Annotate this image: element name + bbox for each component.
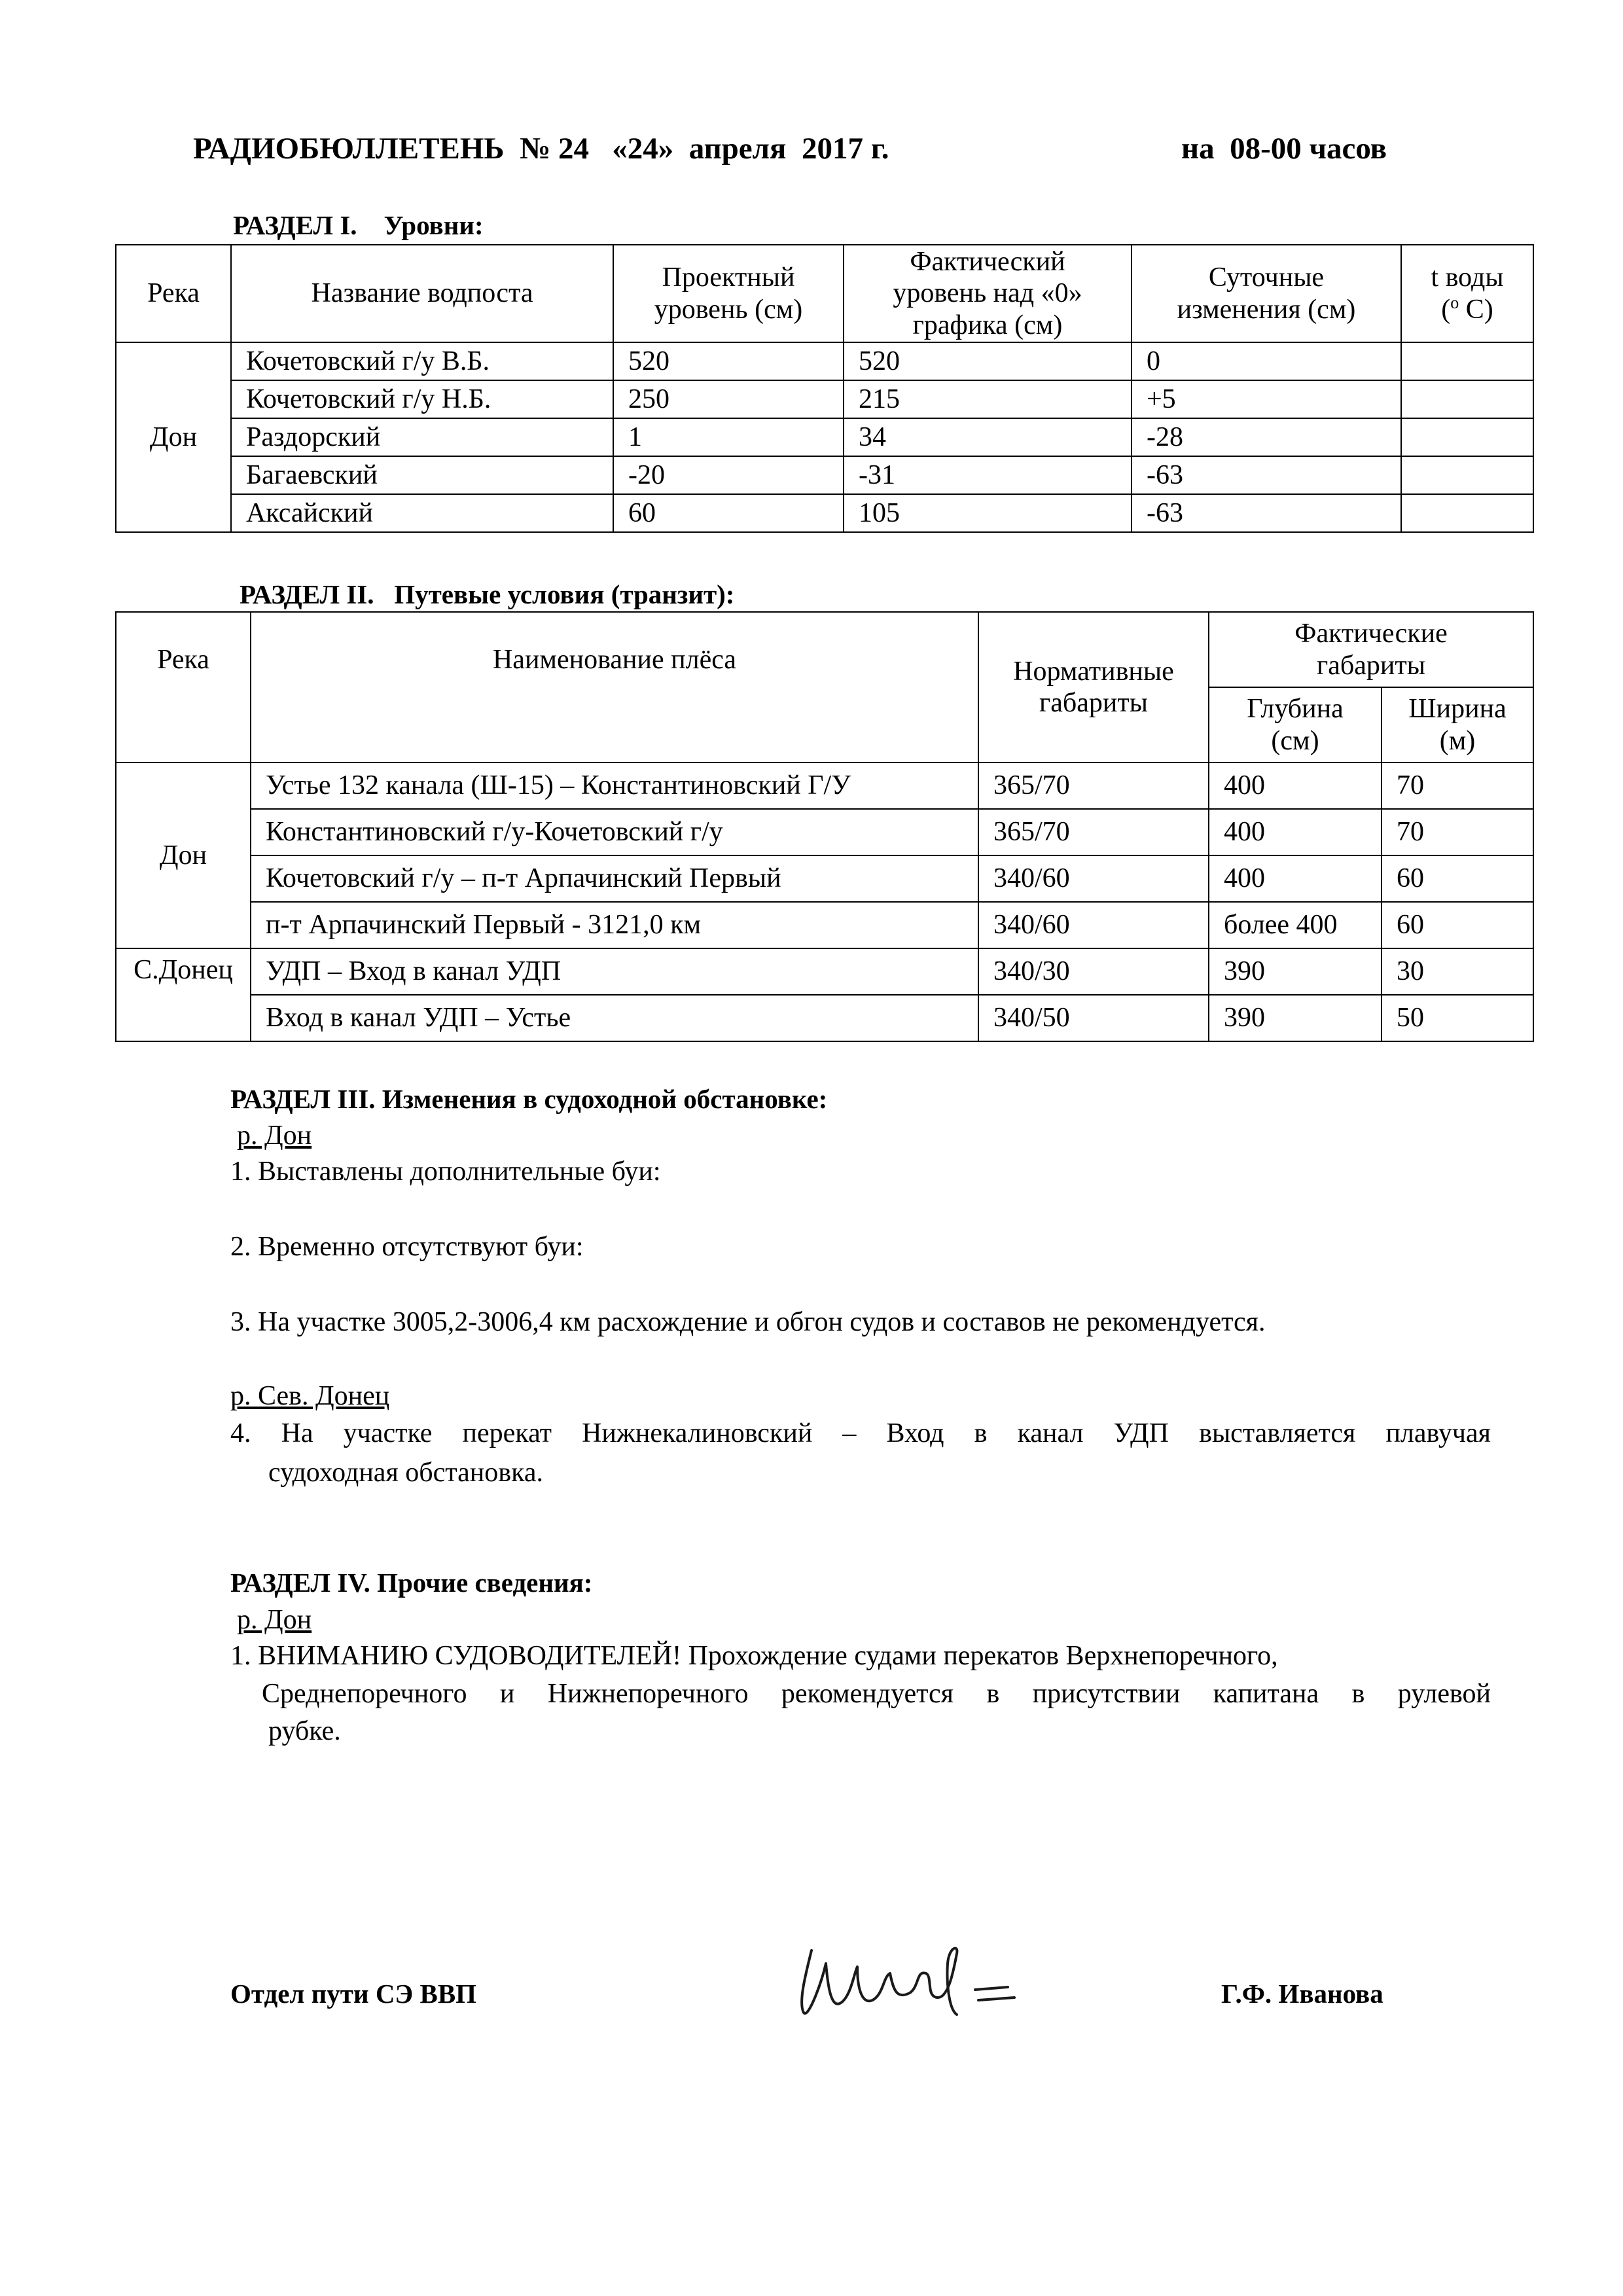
table-row <box>116 902 1533 948</box>
levels-header-row <box>116 245 1533 342</box>
river-don-label: р. Дон <box>237 1121 312 1151</box>
design-cell: 250 <box>613 380 844 418</box>
temp-cell <box>1401 380 1533 418</box>
section3-heading: РАЗДЕЛ III. Изменения в судоходной обстановке: <box>230 1084 828 1114</box>
design-cell: 1 <box>613 418 844 456</box>
col-width: Ширина (м) <box>1382 687 1533 762</box>
section3-item-4-line-2: судоходная обстановка. <box>268 1458 543 1488</box>
section1-heading: РАЗДЕЛ I. Уровни: <box>233 210 484 240</box>
department-name: Отдел пути СЭ ВВП <box>230 1979 477 2009</box>
col-reach: Наименование плёса <box>251 612 978 762</box>
col-depth: Глубина (см) <box>1209 687 1382 762</box>
table-row <box>116 855 1533 902</box>
reach-cell: Вход в канал УДП – Устье <box>251 995 978 1041</box>
section4-heading: РАЗДЕЛ IV. Прочие сведения: <box>230 1568 593 1598</box>
design-cell: 60 <box>613 494 844 532</box>
col-daily-change: Суточные изменения (см) <box>1132 245 1401 342</box>
reach-cell: Кочетовский г/у – п-т Арпачинский Первый <box>251 855 978 902</box>
river-cell: Дон <box>116 762 251 948</box>
col-actual-dimensions: Фактические габариты <box>1209 612 1533 687</box>
station-cell: Багаевский <box>231 456 613 494</box>
norm-cell: 340/30 <box>978 948 1209 995</box>
change-cell: -63 <box>1132 494 1401 532</box>
river-cell: Дон <box>116 342 231 532</box>
table-row <box>116 494 1533 532</box>
transit-header-row-1 <box>116 612 1533 687</box>
handwritten-signature <box>785 1937 1034 2022</box>
col-river: Река <box>116 245 231 342</box>
change-cell: -63 <box>1132 456 1401 494</box>
signer-name: Г.Ф. Иванова <box>1221 1979 1383 2009</box>
station-cell: Раздорский <box>231 418 613 456</box>
bulletin-time: на 08-00 часов <box>1181 132 1387 166</box>
col-actual-level: Фактический уровень над «0» графика (см) <box>844 245 1132 342</box>
actual-cell: 215 <box>844 380 1132 418</box>
actual-cell: 520 <box>844 342 1132 380</box>
width-cell: 60 <box>1382 902 1533 948</box>
design-cell: 520 <box>613 342 844 380</box>
change-cell: +5 <box>1132 380 1401 418</box>
section4-item-1-line-1: 1. ВНИМАНИЮ СУДОВОДИТЕЛЕЙ! Прохождение судами перекатов Верхнепоречного, <box>230 1641 1278 1671</box>
section3-item-2: 2. Временно отсутствуют буи: <box>230 1232 584 1262</box>
temp-cell <box>1401 342 1533 380</box>
width-cell: 60 <box>1382 855 1533 902</box>
reach-cell: Устье 132 канала (Ш-15) – Константиновский Г/У <box>251 762 978 809</box>
table-row <box>116 418 1533 456</box>
col-design-level: Проектный уровень (см) <box>613 245 844 342</box>
table-row <box>116 456 1533 494</box>
norm-cell: 340/50 <box>978 995 1209 1041</box>
col-water-temp: t воды ($^o$ C) <box>1401 245 1533 342</box>
actual-cell: 34 <box>844 418 1132 456</box>
actual-cell: 105 <box>844 494 1132 532</box>
reach-cell: Константиновский г/у-Кочетовский г/у <box>251 809 978 855</box>
section3-item-4-line-1: 4. На участке перекат Нижнекалиновский – Вход в канал УДП выставляется плавучая <box>230 1418 1491 1448</box>
design-cell: -20 <box>613 456 844 494</box>
table-row <box>116 342 1533 380</box>
depth-cell: 400 <box>1209 855 1382 902</box>
table-row <box>116 995 1533 1041</box>
col-norm-dimensions: Нормативные габариты <box>978 612 1209 762</box>
section3-item-1: 1. Выставлены дополнительные буи: <box>230 1157 661 1187</box>
station-cell: Аксайский <box>231 494 613 532</box>
levels-table <box>115 244 1534 533</box>
section4-item-1-line-2: Среднепоречного и Нижнепоречного рекомендуется в присутствии капитана в рулевой <box>262 1679 1491 1709</box>
temp-cell <box>1401 494 1533 532</box>
change-cell: -28 <box>1132 418 1401 456</box>
river-don-label-2: р. Дон <box>237 1605 312 1635</box>
width-cell: 70 <box>1382 762 1533 809</box>
width-cell: 50 <box>1382 995 1533 1041</box>
depth-cell: 390 <box>1209 995 1382 1041</box>
table-row <box>116 762 1533 809</box>
norm-cell: 365/70 <box>978 762 1209 809</box>
reach-cell: п-т Арпачинский Первый - 3121,0 км <box>251 902 978 948</box>
station-cell: Кочетовский г/у Н.Б. <box>231 380 613 418</box>
table-row <box>116 380 1533 418</box>
section3-item-3: 3. На участке 3005,2-3006,4 км расхождение и обгон судов и составов не рекомендуется. <box>230 1307 1266 1337</box>
depth-cell: 400 <box>1209 762 1382 809</box>
norm-cell: 340/60 <box>978 902 1209 948</box>
width-cell: 30 <box>1382 948 1533 995</box>
table-row <box>116 948 1533 995</box>
change-cell: 0 <box>1132 342 1401 380</box>
norm-cell: 340/60 <box>978 855 1209 902</box>
reach-cell: УДП – Вход в канал УДП <box>251 948 978 995</box>
actual-cell: -31 <box>844 456 1132 494</box>
depth-cell: 400 <box>1209 809 1382 855</box>
col-station: Название водпоста <box>231 245 613 342</box>
section4-item-1-line-3: рубке. <box>268 1716 341 1746</box>
col-river: Река <box>116 612 251 762</box>
width-cell: 70 <box>1382 809 1533 855</box>
bulletin-number-date: РАДИОБЮЛЛЕТЕНЬ № 24 «24» апреля 2017 г. <box>193 132 889 166</box>
temp-cell <box>1401 456 1533 494</box>
depth-cell: более 400 <box>1209 902 1382 948</box>
temp-cell <box>1401 418 1533 456</box>
section2-heading: РАЗДЕЛ II. Путевые условия (транзит): <box>240 579 735 609</box>
norm-cell: 365/70 <box>978 809 1209 855</box>
depth-cell: 390 <box>1209 948 1382 995</box>
river-cell: С.Донец <box>116 948 251 1041</box>
table-row <box>116 809 1533 855</box>
transit-table <box>115 611 1534 1042</box>
river-donets-label: р. Сев. Донец <box>230 1381 390 1411</box>
station-cell: Кочетовский г/у В.Б. <box>231 342 613 380</box>
